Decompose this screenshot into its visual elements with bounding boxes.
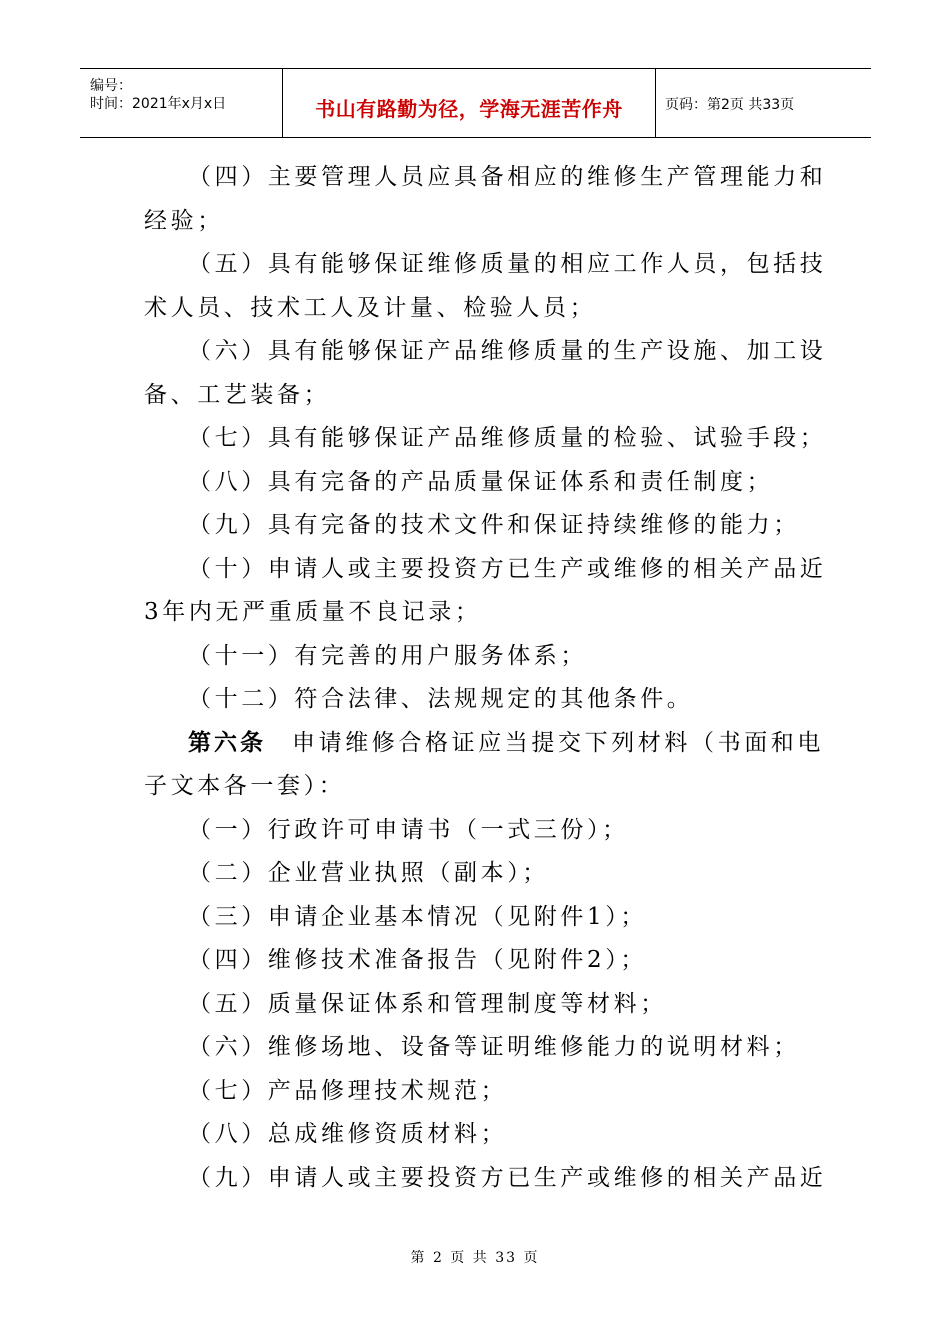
clause-continuation: 经验； bbox=[144, 208, 224, 234]
material-item: （五）质量保证体系和管理制度等材料； bbox=[188, 991, 667, 1017]
document-time-label: 时间：2021年x月x日 bbox=[90, 96, 227, 112]
clause-item: （六）具有能够保证产品维修质量的生产设施、加工设 bbox=[188, 338, 827, 364]
document-number-label: 编号： bbox=[90, 78, 132, 94]
clause-continuation: 术人员、技术工人及计量、检验人员； bbox=[144, 295, 597, 321]
clause-continuation: 备、工艺装备； bbox=[144, 382, 331, 408]
clause-continuation: 3年内无严重质量不良记录； bbox=[144, 599, 482, 625]
header-page-cell bbox=[655, 69, 871, 137]
material-item: （三）申请企业基本情况（见附件1）； bbox=[188, 904, 647, 930]
material-item: （四）维修技术准备报告（见附件2）； bbox=[188, 947, 647, 973]
header-motto: 书山有路勤为径，学海无涯苦作舟 bbox=[315, 97, 623, 121]
clause-continuation: 子文本各一套）： bbox=[144, 773, 346, 799]
material-item: （九）申请人或主要投资方已生产或维修的相关产品近 bbox=[188, 1165, 827, 1191]
material-item: （二）企业营业执照（副本）； bbox=[188, 860, 549, 886]
article-text: 申请维修合格证应当提交下列材料（书面和电 bbox=[292, 730, 824, 756]
header-page-number: 页码：第2页 共33页 bbox=[665, 97, 795, 113]
header-info-cell bbox=[80, 69, 282, 137]
clause-item: （七）具有能够保证产品维修质量的检验、试验手段； bbox=[188, 425, 827, 451]
page-header bbox=[80, 68, 871, 138]
page-footer: 第 2 页 共 33 页 bbox=[410, 1250, 540, 1266]
material-item: （六）维修场地、设备等证明维修能力的说明材料； bbox=[188, 1034, 800, 1060]
clause-item: （十一）有完善的用户服务体系； bbox=[188, 643, 587, 669]
clause-item: （十）申请人或主要投资方已生产或维修的相关产品近 bbox=[188, 556, 827, 582]
header-motto-cell bbox=[282, 69, 656, 137]
material-item: （七）产品修理技术规范； bbox=[188, 1078, 508, 1104]
clause-item: （五）具有能够保证维修质量的相应工作人员，包括技 bbox=[188, 251, 827, 277]
clause-item: （四）主要管理人员应具备相应的维修生产管理能力和 bbox=[188, 164, 827, 190]
material-item: （八）总成维修资质材料； bbox=[188, 1121, 508, 1147]
article-heading-line bbox=[188, 724, 824, 757]
article-number: 第六条 bbox=[188, 730, 266, 756]
clause-item: （八）具有完备的产品质量保证体系和责任制度； bbox=[188, 469, 774, 495]
clause-item: （十二）符合法律、法规规定的其他条件。 bbox=[188, 686, 694, 712]
material-item: （一）行政许可申请书（一式三份）； bbox=[188, 817, 629, 843]
clause-item: （九）具有完备的技术文件和保证持续维修的能力； bbox=[188, 512, 800, 538]
